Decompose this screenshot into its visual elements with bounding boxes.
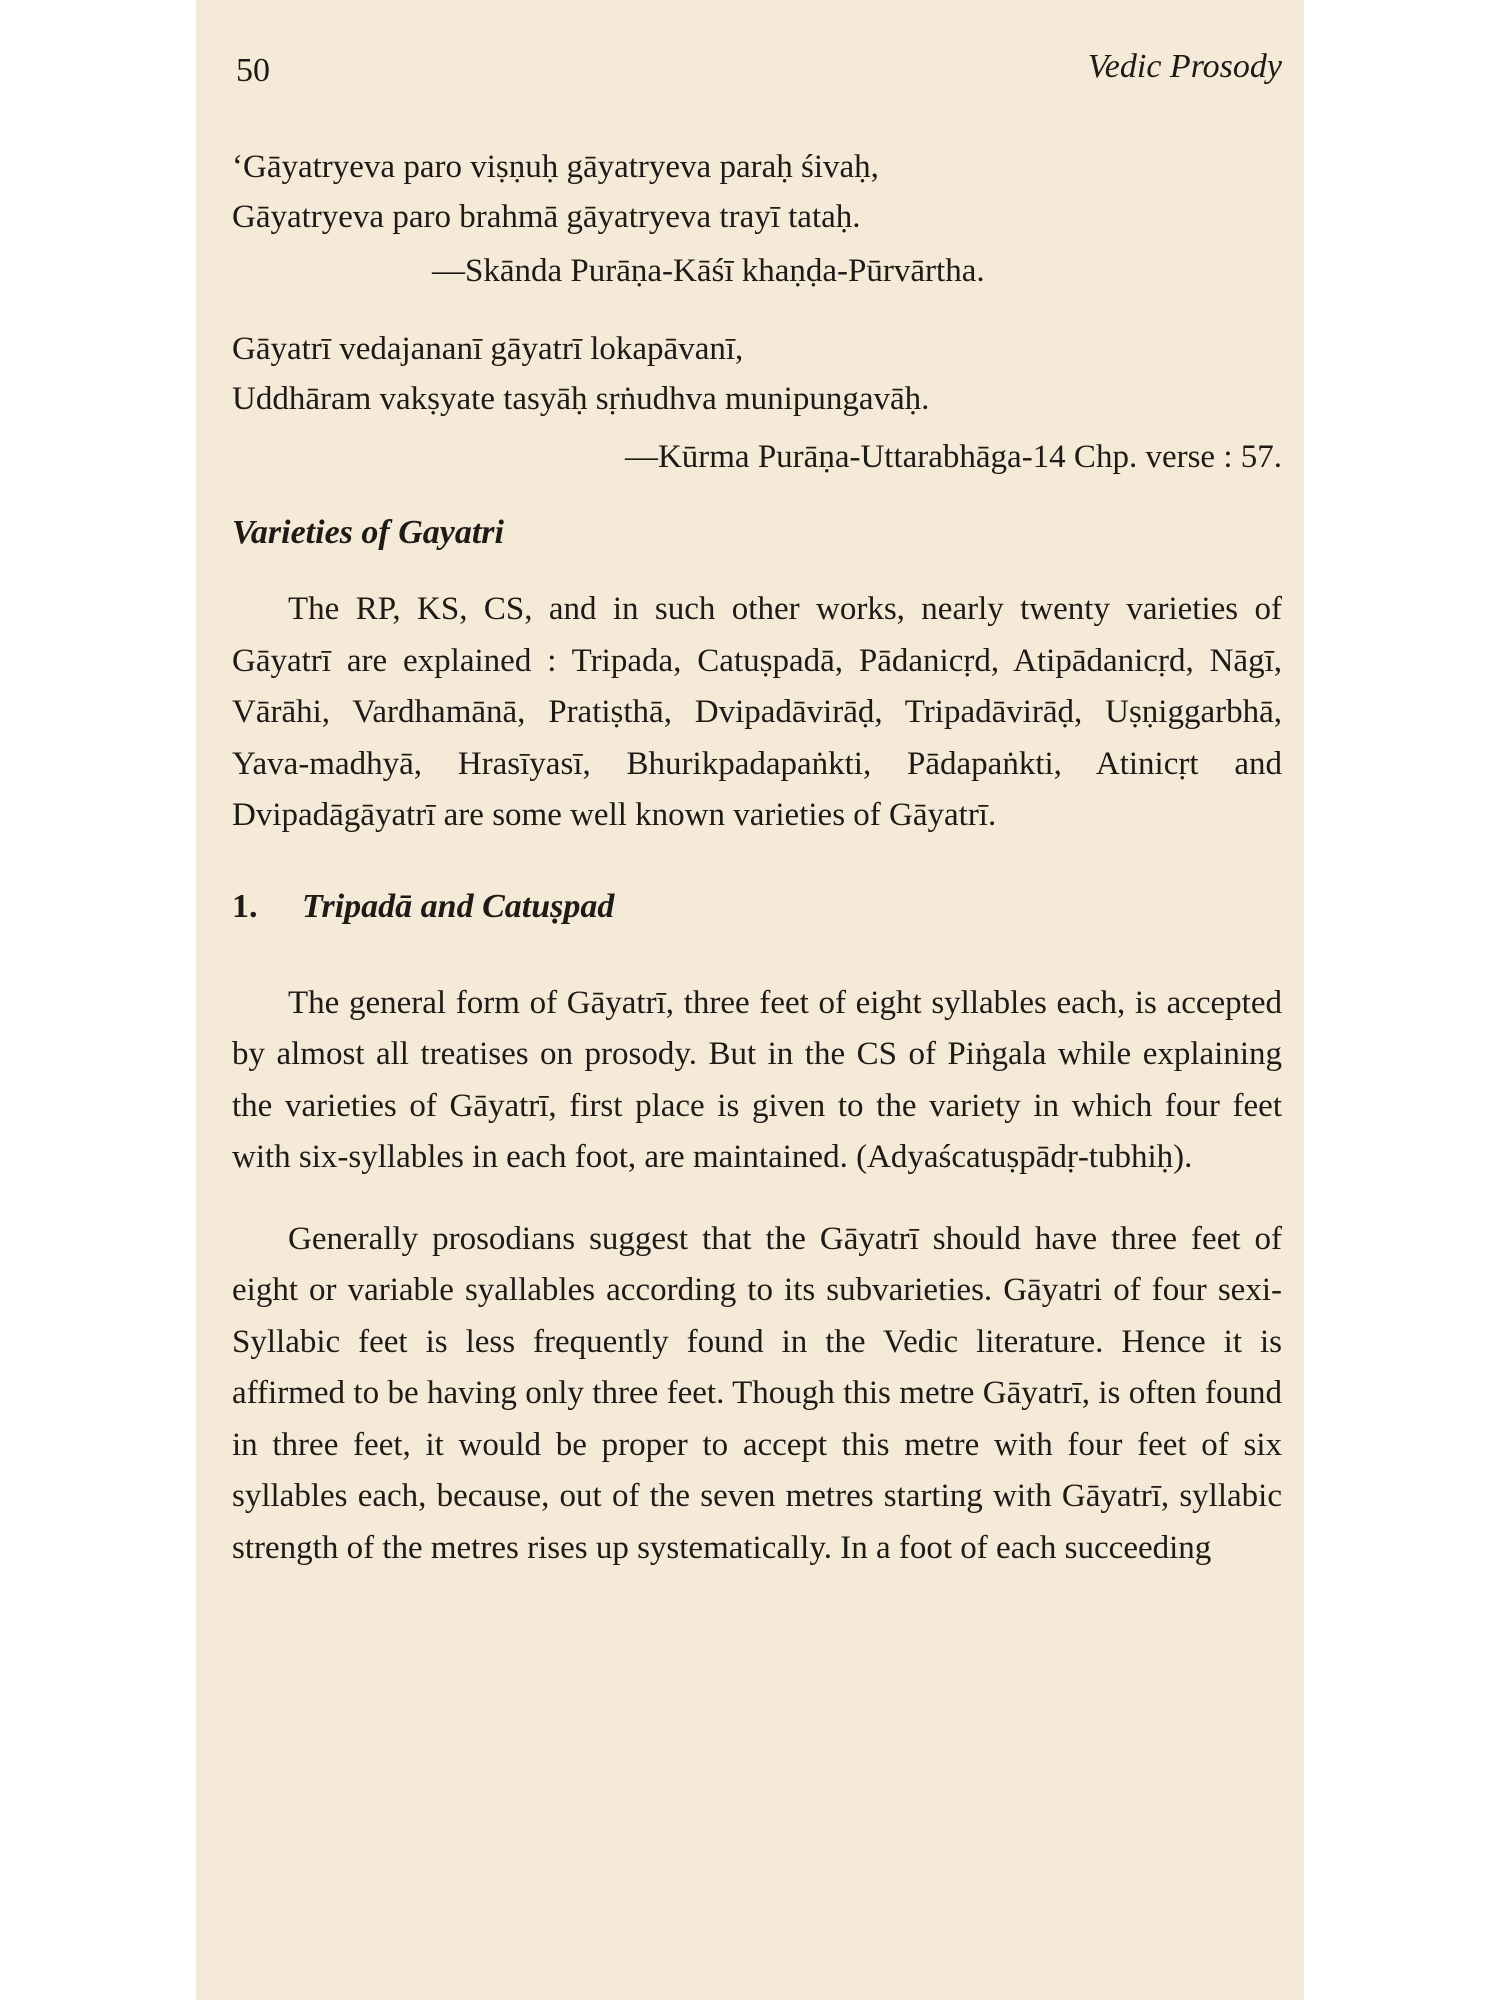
book-page bbox=[232, 40, 1282, 1990]
verse-line: Uddhāram vakṣyate tasyāḥ sṛṅudhva munipungavāḥ. bbox=[232, 381, 930, 417]
verse-citation: —Kūrma Purāṇa-Uttarabhāga-14 Chp. verse : 57. bbox=[624, 439, 1282, 475]
verse-kurma bbox=[232, 324, 1282, 424]
verse-skanda bbox=[232, 142, 1282, 242]
verse-line: Gāyatrī vedajananī gāyatrī lokapāvanī, bbox=[232, 331, 744, 367]
page-number: 50 bbox=[236, 52, 270, 89]
body-paragraph: Generally prosodians suggest that the Gāyatrī should have three feet of eight or variable syallables according to its subvarieties. Gāyatri of four sexi-Syllabic feet is less frequently found in the Vedic literature. Hence it is affirmed to be having only three feet. Though this metre Gāyatrī, is often found in three feet, it would be proper to accept this metre with four feet of six syllables each, because, out of the seven metres starting with Gāyatrī, syllabic strength of the metres rises up systematically. In a foot of each succeeding bbox=[232, 1220, 1282, 1566]
verse-citation: —Skānda Purāṇa-Kāśī khaṇḍa-Pūrvārtha. bbox=[432, 253, 985, 289]
page-header bbox=[232, 40, 1282, 100]
verse-line: ‘Gāyatryeva paro viṣṇuḥ gāyatryeva paraḥ śivaḥ, bbox=[232, 149, 879, 185]
subsection-title: Tripadā and Catuṣpad bbox=[302, 887, 615, 925]
subsection-number: 1. bbox=[232, 887, 258, 925]
running-head: Vedic Prosody bbox=[1087, 48, 1282, 85]
subsection-heading bbox=[232, 882, 1282, 932]
body-paragraph: The RP, KS, CS, and in such other works, nearly twenty varieties of Gāyatrī are explained : Tripada, Catuṣpadā, Pādanicṛd, Atipādanicṛd, Nāgī, Vārāhi, Vardhamānā, Pratiṣthā, Dvipadāvirāḍ, Tripadāvirāḍ, Uṣṇiggarbhā, Yava-madhyā, Hrasīyasī, Bhurikpadapaṅkti, Pādapaṅkti, Atinicṛt and Dvipadāgāyatrī are some well known varieties of Gāyatrī. bbox=[232, 591, 1282, 833]
verse-line: Gāyatryeva paro brahmā gāyatryeva trayī tataḥ. bbox=[232, 199, 861, 235]
body-paragraph: The general form of Gāyatrī, three feet of eight syllables each, is accepted by almost all treatises on prosody. But in the CS of Piṅgala while explaining the varieties of Gāyatrī, first place is given to the variety in which four feet with six-syllables in each foot, are maintained. (Adyaścatuṣpādṛ-tubhiḥ). bbox=[232, 984, 1282, 1175]
section-heading: Varieties of Gayatri bbox=[232, 514, 504, 551]
